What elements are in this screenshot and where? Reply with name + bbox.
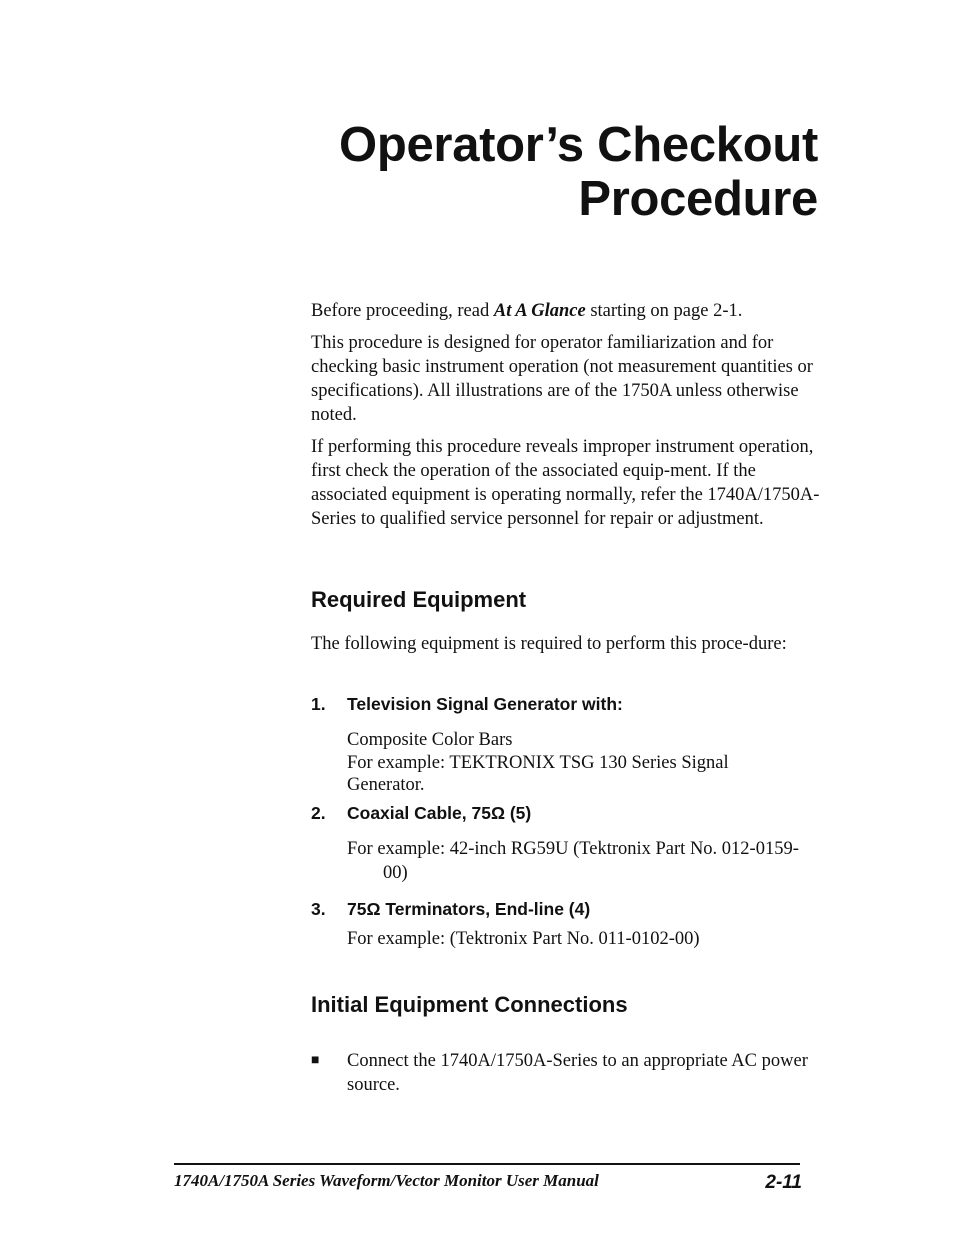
intro-paragraph-3: If performing this procedure reveals improper instrument operation, first check the operation of the associated equip-ment. If the associated equipment is operating normally, refer the 1740A/1750A-Series to qualified service personnel for repair or adjustment. [311,437,820,529]
equipment-item-3-line-1: For example: (Tektronix Part No. 011-0102-00) [347,929,700,949]
page-title-line-1: Operator’s Checkout [339,118,818,172]
footer-manual-title: 1740A/1750A Series Waveform/Vector Monitor User Manual [174,1171,599,1190]
required-equipment-heading: Required Equipment [311,587,527,612]
intro-paragraph-2: This procedure is designed for operator familiarization and for checking basic instrument operation (not measurement quantities or specifications). All illustrations are of the 1750A unless otherwise noted. [311,333,813,425]
page-title-line-2: Procedure [578,172,818,226]
equipment-item-1-details [347,728,817,796]
intro-read-suffix: starting on page 2-1. [585,301,743,321]
footer-divider [174,1163,800,1165]
equipment-item-2-heading [311,803,531,824]
intro-section [311,299,821,531]
footer-page-number: 2-11 [765,1172,802,1193]
equipment-item-2-line-1: For example: 42-inch RG59U (Tektronix Part No. 012-0159-00) [347,839,799,883]
initial-connections-heading: Initial Equipment Connections [311,992,628,1017]
equipment-item-2-title: Coaxial Cable, 75Ω (5) [347,803,532,823]
equipment-item-3-heading [311,899,590,920]
equipment-item-1-number: 1. [311,694,326,714]
equipment-item-3-details [347,927,817,951]
equipment-item-2-number: 2. [311,803,326,823]
intro-read-note [311,299,821,323]
equipment-item-1-line-1: Composite Color Bars [347,730,513,750]
equipment-item-3-title: 75Ω Terminators, End-line (4) [347,899,591,919]
page-title [339,118,818,226]
equipment-item-1-title: Television Signal Generator with: [347,694,623,714]
required-equipment-lead: The following equipment is required to perform this proce-dure: [311,634,787,654]
intro-read-reference: At A Glance [493,301,586,321]
equipment-item-3-number: 3. [311,899,326,919]
equipment-item-1-heading [311,694,623,715]
equipment-item-1-line-2: For example: TEKTRONIX TSG 130 Series Signal Generator. [347,753,729,795]
initial-connections-bullet-text: Connect the 1740A/1750A-Series to an appropriate AC power source. [347,1051,808,1095]
bullet-square-icon: ■ [311,1053,320,1068]
equipment-item-2-details [347,837,803,885]
intro-read-prefix: Before proceeding, read [311,301,494,321]
